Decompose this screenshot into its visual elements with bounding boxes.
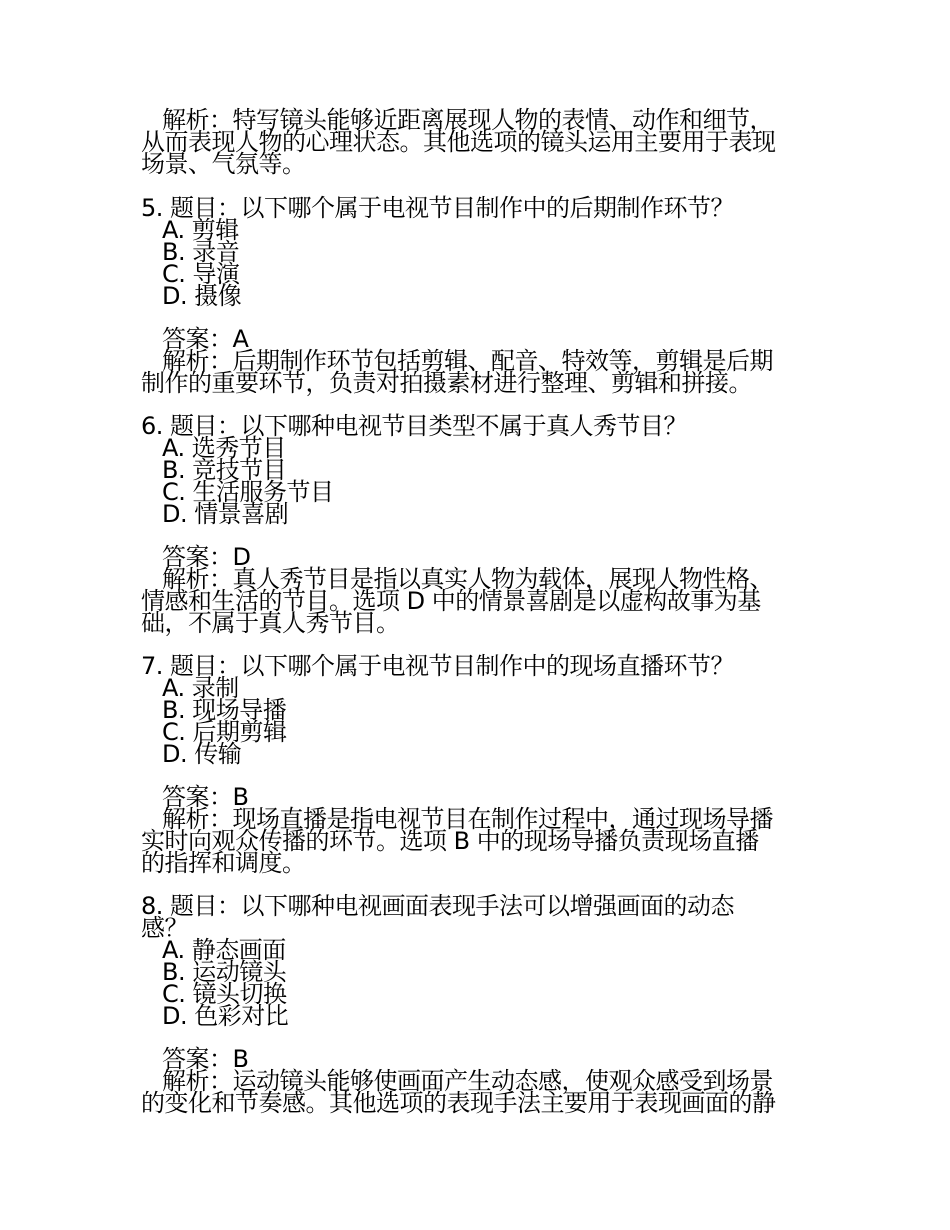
question-6-analysis-line: 情感和生活的节目。选项 D 中的情景喜剧是以虚构故事为基 [141, 587, 761, 615]
question-7-option-a: A. 录制 [162, 674, 239, 702]
question-6-option-c: C. 生活服务节目 [162, 478, 334, 506]
question-5-option-a: A. 剪辑 [162, 216, 239, 244]
question-7-option-d: D. 传输 [162, 740, 242, 768]
question-6-analysis-line: 础，不属于真人秀节目。 [141, 609, 400, 637]
question-5-analysis-line: 解析：后期制作环节包括剪辑、配音、特效等，剪辑是后期 [162, 347, 773, 375]
question-6-option-b: B. 竞技节目 [162, 456, 287, 484]
question-8-option-a: A. 静态画面 [162, 936, 286, 964]
question-8-answer: 答案：B [162, 1045, 249, 1073]
question-7-option-b: B. 现场导播 [162, 696, 287, 724]
question-7-analysis-line: 的指挥和调度。 [141, 849, 306, 877]
question-8-option-c: C. 镜头切换 [162, 980, 287, 1008]
question-7-answer: 答案：B [162, 783, 249, 811]
question-8-title-continued: 感？ [141, 914, 188, 942]
question-6-answer: 答案：D [162, 543, 251, 571]
intro-analysis-line: 从而表现人物的心理状态。其他选项的镜头运用主要用于表现 [141, 128, 776, 156]
question-6-title: 6. 题目：以下哪种电视节目类型不属于真人秀节目？ [141, 412, 688, 440]
question-8-analysis-line: 解析：运动镜头能够使画面产生动态感，使观众感受到场景 [162, 1067, 773, 1095]
question-5-option-b: B. 录音 [162, 238, 240, 266]
question-7-option-c: C. 后期剪辑 [162, 718, 287, 746]
question-5-title: 5. 题目：以下哪个属于电视节目制作中的后期制作环节？ [141, 194, 735, 222]
question-8-analysis-line: 的变化和节奏感。其他选项的表现手法主要用于表现画面的静 [141, 1089, 776, 1117]
question-7-analysis-line: 解析：现场直播是指电视节目在制作过程中，通过现场导播 [162, 805, 773, 833]
intro-analysis-line: 场景、气氛等。 [141, 150, 306, 178]
question-7-title: 7. 题目：以下哪个属于电视节目制作中的现场直播环节？ [141, 652, 735, 680]
question-6-option-d: D. 情景喜剧 [162, 500, 289, 528]
question-8-option-b: B. 运动镜头 [162, 958, 287, 986]
question-6-option-a: A. 选秀节目 [162, 434, 286, 462]
intro-analysis-line: 解析：特写镜头能够近距离展现人物的表情、动作和细节， [162, 106, 773, 134]
question-5-option-c: C. 导演 [162, 260, 240, 288]
question-8-title: 8. 题目：以下哪种电视画面表现手法可以增强画面的动态 [141, 892, 735, 920]
question-7-analysis-line: 实时向观众传播的环节。选项 B 中的现场导播负责现场直播 [141, 827, 759, 855]
question-5-answer: 答案：A [162, 325, 249, 353]
question-6-analysis-line: 解析：真人秀节目是指以真实人物为载体，展现人物性格、 [162, 565, 773, 593]
question-5-analysis-line: 制作的重要环节，负责对拍摄素材进行整理、剪辑和拼接。 [141, 369, 752, 397]
question-5-option-d: D. 摄像 [162, 282, 242, 310]
question-8-option-d: D. 色彩对比 [162, 1002, 289, 1030]
